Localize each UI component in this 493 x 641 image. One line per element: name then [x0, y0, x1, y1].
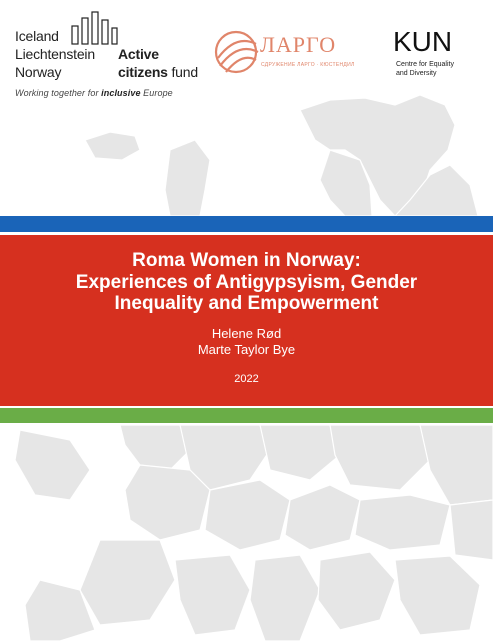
largo-subtitle: СДРУЖЕНИЕ ЛАРГО · КЮСТЕНДИЛ [261, 62, 355, 68]
tagline-bold: inclusive [101, 88, 141, 98]
kun-subtitle-line1: Centre for Equality [396, 61, 454, 68]
fund-line2 [118, 63, 198, 81]
author-name: Helene Rød [211, 325, 282, 341]
document-title [0, 250, 493, 315]
fund-line1: Active [118, 46, 159, 62]
country-iceland: Iceland [15, 28, 59, 44]
country-liechtenstein: Liechtenstein [15, 46, 95, 62]
fund-line2-bold: citizens [118, 64, 168, 80]
eea-tagline [15, 88, 173, 98]
largo-name: ЛАРГО [260, 32, 337, 57]
publication-year: 2022 [234, 372, 259, 385]
title-block [0, 250, 493, 386]
donor-countries [15, 27, 95, 81]
tagline-pre: Working together for [15, 88, 102, 98]
kun-subtitle-line2: and Diversity [396, 69, 437, 77]
fund-name [118, 45, 198, 81]
largo-emblem-icon [212, 24, 260, 80]
fund-line2-thin: fund [167, 64, 198, 80]
active-citizens-fund-logo [15, 10, 205, 100]
authors [0, 326, 493, 358]
kun-logo [393, 28, 483, 88]
author-name: Marte Taylor Bye [197, 341, 296, 357]
country-norway: Norway [15, 64, 62, 80]
kun-name: KUN [393, 26, 453, 57]
title-line: Experiences of Antigypsyism, Gender [75, 271, 418, 293]
largo-logo [212, 24, 377, 84]
blue-stripe [0, 216, 493, 232]
title-line: Inequality and Empowerment [114, 293, 379, 314]
green-stripe [0, 408, 493, 423]
tagline-post: Europe [140, 88, 173, 98]
title-line: Roma Women in Norway: [132, 250, 361, 271]
kun-subtitle [396, 61, 454, 78]
